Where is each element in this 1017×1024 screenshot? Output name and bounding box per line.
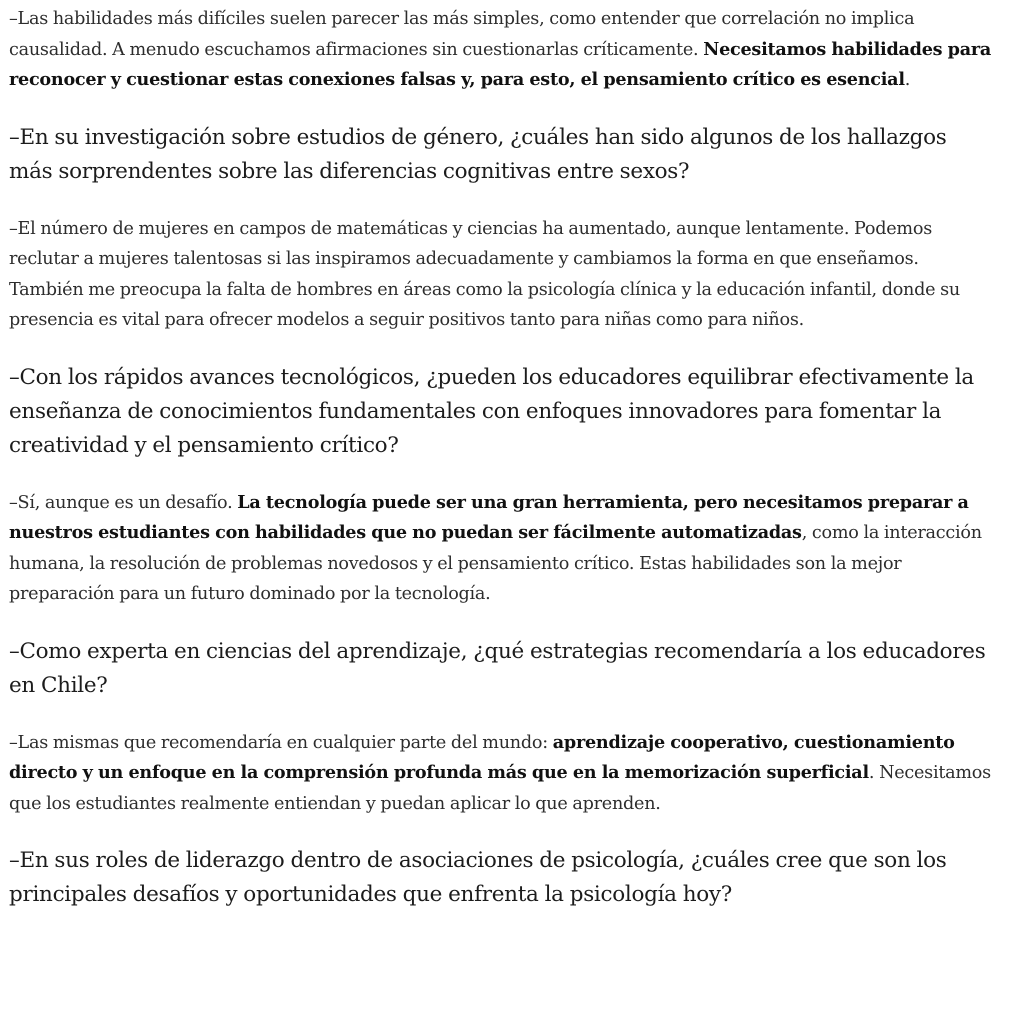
- answer-emphasis: aprendizaje cooperativo, cuestionamiento directo y un enfoque en la comprensión profunda más que en la memorización superficial: [9, 731, 955, 783]
- interview-question: –Con los rápidos avances tecnológicos, ¿pueden los educadores equilibrar efectivamente la enseñanza de conocimientos fundamentales con enfoques innovadores para fomentar la creatividad y el pensamiento crítico?: [9, 364, 974, 458]
- answer-text: .: [904, 70, 911, 90]
- answer-emphasis: La tecnología puede ser una gran herramienta, pero necesitamos preparar a nuestros estudiantes con habilidades que no puedan ser fácilmente automatizadas: [9, 491, 969, 543]
- interview-question: –En su investigación sobre estudios de género, ¿cuáles han sido algunos de los hallazgos más sorprendentes sobre las diferencias cognitivas entre sexos?: [9, 124, 947, 184]
- answer-text: –Las habilidades más difíciles suelen parecer las más simples, como entender que correlación no implica causalidad. A menudo escuchamos afirmaciones sin cuestionarlas críticamente.: [9, 9, 915, 60]
- answer-text: , como la interacción humana, la resolución de problemas novedosos y el pensamiento crítico. Estas habilidades son la mejor preparación para un futuro dominado por la tecnología.: [9, 523, 982, 604]
- answer-paragraph: [9, 214, 992, 336]
- answer-paragraph: [9, 488, 992, 610]
- answer-paragraph: [9, 728, 992, 820]
- interview-question: –Como experta en ciencias del aprendizaje, ¿qué estrategias recomendaría a los educadores en Chile?: [9, 638, 986, 698]
- answer-paragraph: [9, 4, 992, 96]
- answer-text: –El número de mujeres en campos de matemáticas y ciencias ha aumentado, aunque lentamente. Podemos reclutar a mujeres talentosas si las inspiramos adecuadamente y cambiamos la forma en que enseñamos. También me preocupa la falta de hombres en áreas como la psicología clínica y la educación infantil, donde su presencia es vital para ofrecer modelos a seguir positivos tanto para niñas como para niños.: [9, 218, 961, 330]
- answer-text: . Necesitamos que los estudiantes realmente entiendan y puedan aplicar lo que aprenden.: [9, 763, 991, 814]
- answer-emphasis: Necesitamos habilidades para reconocer y cuestionar estas conexiones falsas y, para esto, el pensamiento crítico es esencial: [9, 38, 992, 90]
- interview-question: –En sus roles de liderazgo dentro de asociaciones de psicología, ¿cuáles cree que son los principales desafíos y oportunidades que enfrenta la psicología hoy?: [9, 848, 947, 907]
- answer-text: –Las mismas que recomendaría en cualquier parte del mundo:: [9, 732, 553, 753]
- answer-text: –Sí, aunque es un desafío.: [9, 492, 238, 513]
